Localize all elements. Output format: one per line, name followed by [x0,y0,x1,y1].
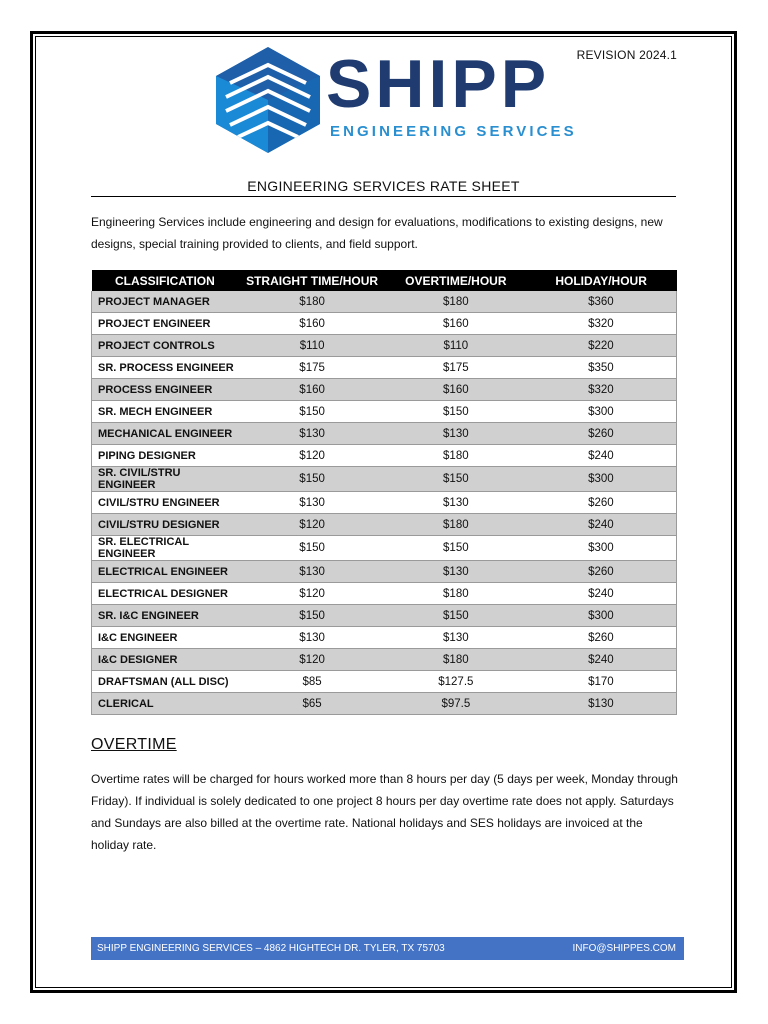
cell-classification: SR. I&C ENGINEER [92,605,239,627]
cell-straight-time: $150 [238,401,386,423]
cell-classification: PROJECT ENGINEER [92,313,239,335]
table-header-row [92,270,677,291]
rate-table [91,270,677,715]
cell-classification: CIVIL/STRU DESIGNER [92,514,239,536]
cell-holiday: $220 [526,335,677,357]
cell-classification: SR. CIVIL/STRU ENGINEER [92,467,239,492]
cell-overtime: $160 [386,313,526,335]
cell-straight-time: $130 [238,492,386,514]
cell-straight-time: $65 [238,693,386,715]
cell-classification: I&C DESIGNER [92,649,239,671]
table-row [92,605,677,627]
table-row [92,671,677,693]
header-classification: CLASSIFICATION [92,270,239,291]
table-row [92,467,677,492]
table-row [92,536,677,561]
cell-holiday: $260 [526,627,677,649]
table-row [92,627,677,649]
cell-overtime: $180 [386,649,526,671]
cell-straight-time: $160 [238,313,386,335]
cell-overtime: $130 [386,423,526,445]
footer-bar [91,937,684,960]
cell-straight-time: $120 [238,514,386,536]
cell-overtime: $150 [386,401,526,423]
cell-overtime: $175 [386,357,526,379]
cell-classification: PROJECT CONTROLS [92,335,239,357]
table-row [92,357,677,379]
cell-overtime: $180 [386,291,526,313]
table-row [92,423,677,445]
cell-straight-time: $85 [238,671,386,693]
cell-overtime: $97.5 [386,693,526,715]
table-row [92,649,677,671]
cell-holiday: $350 [526,357,677,379]
cell-classification: CIVIL/STRU ENGINEER [92,492,239,514]
cell-holiday: $320 [526,313,677,335]
cell-straight-time: $130 [238,423,386,445]
overtime-heading: OVERTIME [91,736,177,753]
header-holiday: HOLIDAY/HOUR [526,270,677,291]
cell-classification: ELECTRICAL DESIGNER [92,583,239,605]
shipp-logo-icon [212,45,324,155]
cell-overtime: $130 [386,627,526,649]
cell-classification: CLERICAL [92,693,239,715]
page-title: ENGINEERING SERVICES RATE SHEET [91,178,676,197]
cell-overtime: $160 [386,379,526,401]
cell-straight-time: $120 [238,445,386,467]
table-row [92,313,677,335]
table-row [92,401,677,423]
cell-overtime: $180 [386,445,526,467]
cell-overtime: $150 [386,467,526,492]
cell-holiday: $300 [526,467,677,492]
cell-straight-time: $150 [238,467,386,492]
cell-holiday: $170 [526,671,677,693]
cell-classification: DRAFTSMAN (ALL DISC) [92,671,239,693]
cell-straight-time: $130 [238,561,386,583]
cell-classification: I&C ENGINEER [92,627,239,649]
table-row [92,335,677,357]
cell-holiday: $240 [526,649,677,671]
header-overtime: OVERTIME/HOUR [386,270,526,291]
cell-overtime: $150 [386,536,526,561]
overtime-paragraph: Overtime rates will be charged for hours worked more than 8 hours per day (5 days per week, Monday through Friday). If individual is solely dedicated to one project 8 hours per day overtime rate does not apply. Saturdays and Sundays are also billed at the overtime rate. National holidays and SES holidays are invoiced at the holiday rate. [91,772,678,852]
brand-subtitle: ENGINEERING SERVICES [330,123,577,140]
cell-overtime: $130 [386,492,526,514]
footer-email[interactable]: INFO@SHIPPES.COM [572,943,676,954]
cell-straight-time: $180 [238,291,386,313]
cell-holiday: $300 [526,401,677,423]
brand-name: SHIPP [326,46,551,122]
cell-straight-time: $175 [238,357,386,379]
table-row [92,291,677,313]
cell-classification: MECHANICAL ENGINEER [92,423,239,445]
cell-classification: PROCESS ENGINEER [92,379,239,401]
cell-classification: SR. PROCESS ENGINEER [92,357,239,379]
cell-classification: PIPING DESIGNER [92,445,239,467]
cell-holiday: $320 [526,379,677,401]
cell-straight-time: $120 [238,649,386,671]
cell-holiday: $260 [526,423,677,445]
cell-holiday: $240 [526,583,677,605]
table-row [92,514,677,536]
cell-overtime: $130 [386,561,526,583]
table-row [92,492,677,514]
cell-overtime: $127.5 [386,671,526,693]
cell-classification: ELECTRICAL ENGINEER [92,561,239,583]
cell-overtime: $150 [386,605,526,627]
cell-classification: SR. MECH ENGINEER [92,401,239,423]
cell-overtime: $110 [386,335,526,357]
cell-classification: SR. ELECTRICAL ENGINEER [92,536,239,561]
cell-overtime: $180 [386,514,526,536]
cell-holiday: $240 [526,514,677,536]
revision-label: REVISION 2024.1 [576,48,677,62]
cell-straight-time: $120 [238,583,386,605]
cell-holiday: $300 [526,605,677,627]
cell-straight-time: $150 [238,536,386,561]
footer-address: SHIPP ENGINEERING SERVICES – 4862 HIGHTECH DR. TYLER, TX 75703 [97,943,445,954]
cell-straight-time: $160 [238,379,386,401]
table-row [92,379,677,401]
cell-straight-time: $130 [238,627,386,649]
header-straight-time: STRAIGHT TIME/HOUR [238,270,386,291]
table-row [92,583,677,605]
cell-classification: PROJECT MANAGER [92,291,239,313]
intro-paragraph: Engineering Services include engineering and design for evaluations, modifications to existing designs, new designs, special training provided to clients, and field support. [91,215,663,251]
cell-holiday: $260 [526,492,677,514]
table-row [92,561,677,583]
table-row [92,445,677,467]
cell-holiday: $130 [526,693,677,715]
cell-holiday: $260 [526,561,677,583]
cell-holiday: $360 [526,291,677,313]
cell-straight-time: $110 [238,335,386,357]
cell-overtime: $180 [386,583,526,605]
table-row [92,693,677,715]
cell-holiday: $240 [526,445,677,467]
cell-holiday: $300 [526,536,677,561]
rate-table-body [92,291,677,715]
cell-straight-time: $150 [238,605,386,627]
